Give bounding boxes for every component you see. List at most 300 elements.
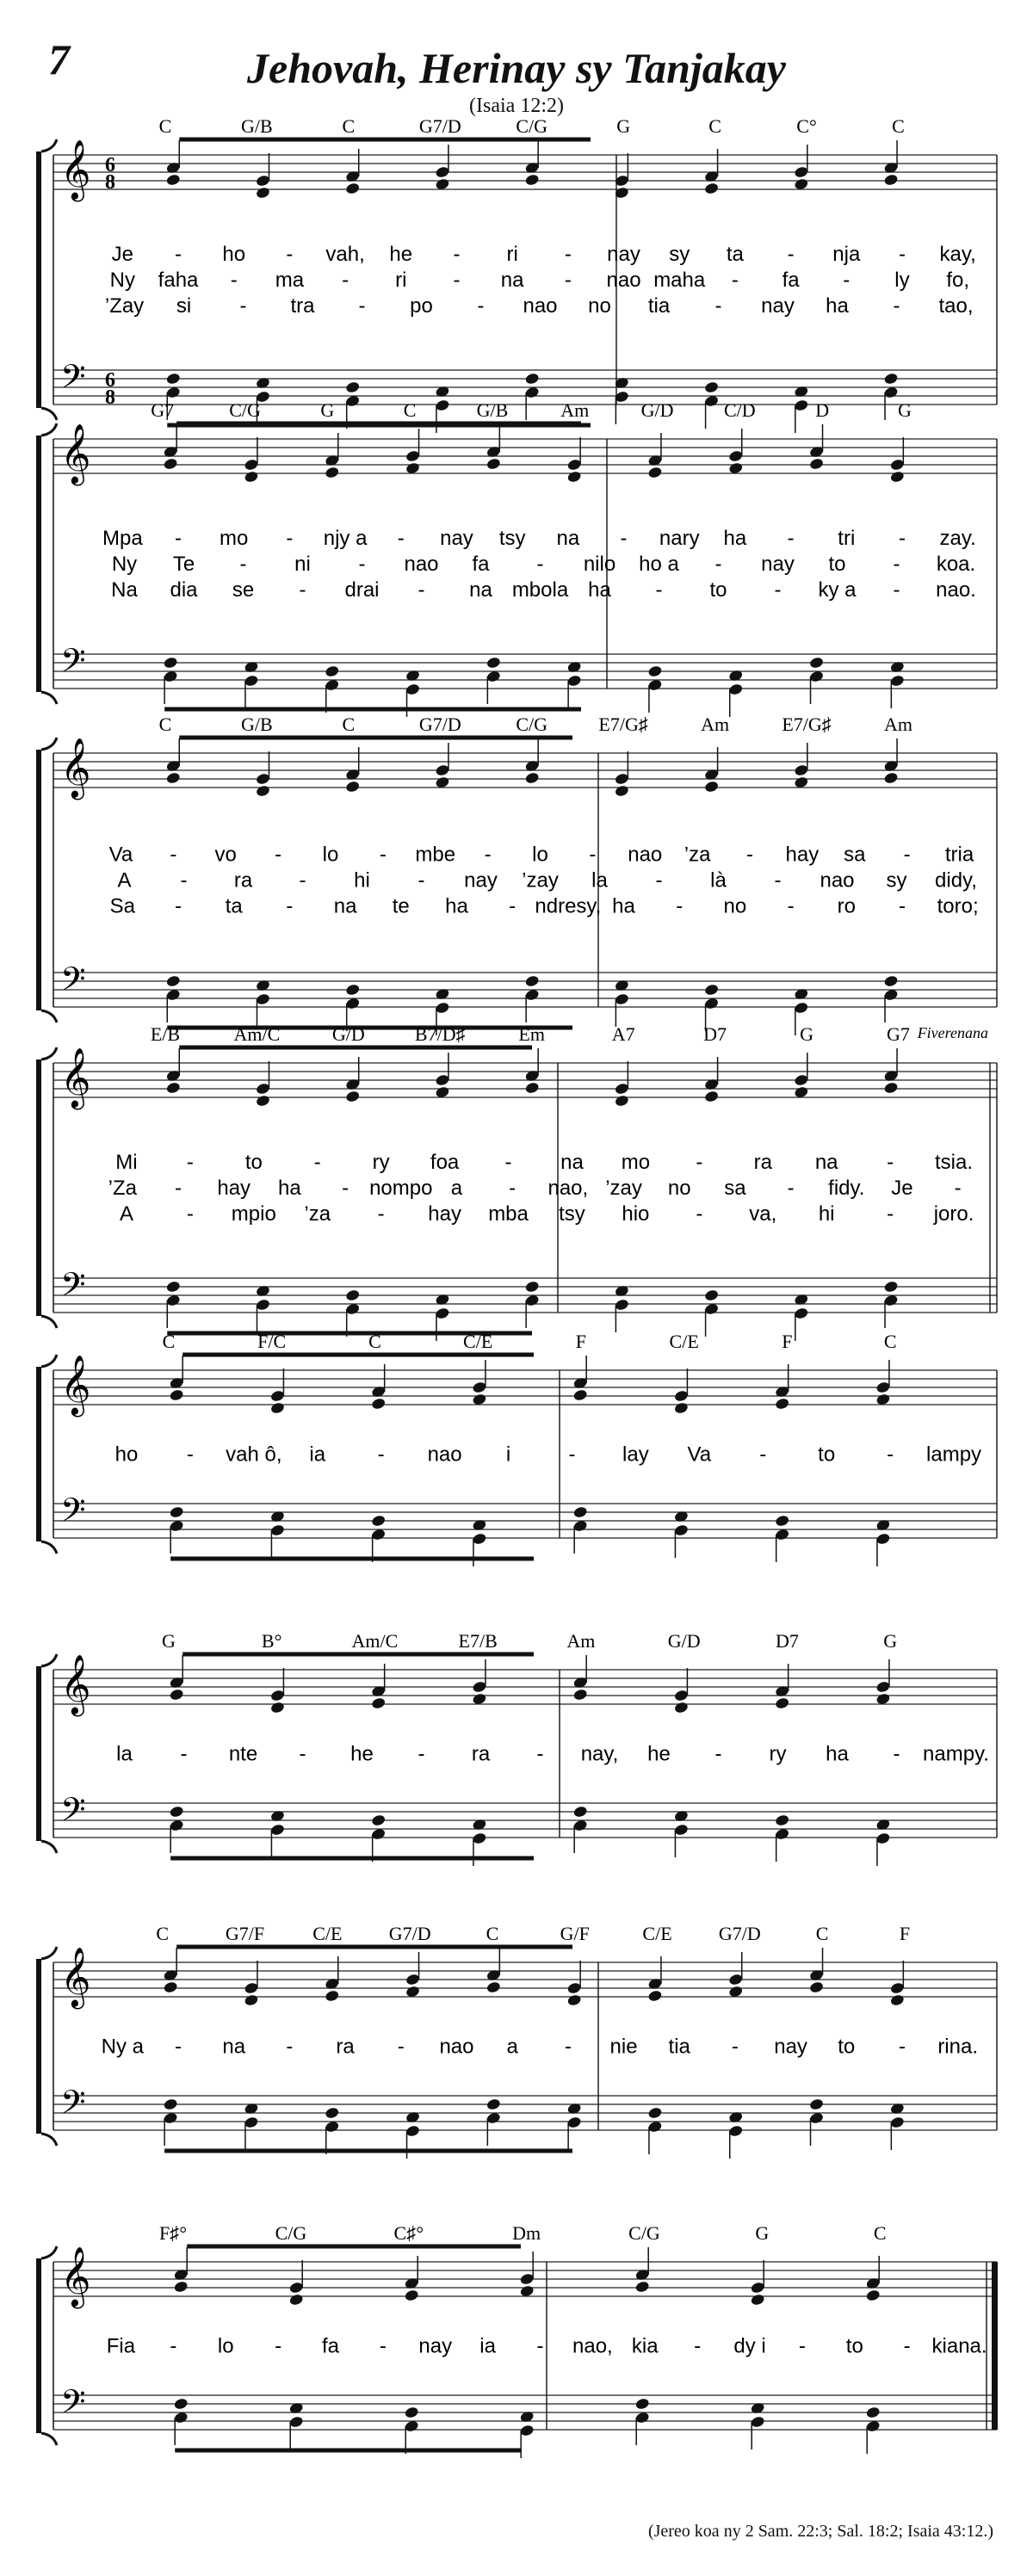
lyric-syllable: - [286, 2035, 294, 2059]
lyric-syllable: mbe [415, 843, 456, 867]
treble-notehead [572, 1688, 588, 1701]
system-bracket [36, 1666, 41, 1841]
bass-notehead [865, 2406, 881, 2418]
lyric-syllable: te [392, 894, 410, 918]
hymn-scripture-reference: (Isaia 12:2) [469, 95, 564, 117]
chord-symbol: G/D [640, 399, 674, 421]
chord-symbol: D [815, 399, 830, 421]
chord-symbol: G7/D [718, 1923, 761, 1944]
bass-notehead [169, 1805, 184, 1818]
chord-symbol: G/B [476, 399, 509, 421]
treble-notehead [325, 1989, 340, 2002]
lyric-syllable: - [186, 1151, 194, 1174]
hymn-title: Jehovah, Herinay sy Tanjakay [247, 44, 786, 92]
lyric-syllable: maha [653, 269, 706, 292]
lyric-syllable: nao [628, 843, 663, 867]
bracket-bottom-hook [41, 2134, 57, 2146]
lyric-syllable: lay [622, 1442, 649, 1467]
lyric-syllable: fo, [946, 269, 969, 292]
chord-symbol: C/G [275, 2222, 307, 2244]
chord-symbol: Am [701, 713, 730, 735]
chord-symbol: Am [560, 399, 590, 421]
chord-symbol: C [892, 115, 905, 137]
lyric-syllable: - [564, 2035, 572, 2059]
lyric-syllable: tsy [559, 1202, 585, 1226]
chord-symbol: C/E [642, 1923, 672, 1944]
lyric-syllable: to [838, 2035, 856, 2059]
lyric-syllable: tria [944, 843, 974, 867]
bass-notehead [165, 974, 181, 987]
chord-symbol: C/D [723, 399, 756, 421]
chord-symbol: G/D [667, 1630, 701, 1652]
chord-symbol: F [575, 1331, 587, 1352]
lyric-syllable: nilo [583, 553, 616, 576]
bass-notehead [163, 656, 178, 669]
bass-notehead [809, 656, 825, 669]
lyric-syllable: - [180, 868, 188, 893]
treble-notehead [371, 1397, 387, 1410]
lyric-syllable: lampy [926, 1442, 982, 1467]
lyric-syllable: to [244, 1151, 263, 1174]
lyric-syllable: A [117, 868, 132, 893]
lyric-syllable: - [655, 868, 663, 893]
treble-notehead [325, 466, 340, 479]
bass-notehead [345, 1288, 361, 1301]
lyric-syllable: mbola [511, 578, 569, 602]
lyric-syllable: - [696, 1151, 703, 1174]
chord-symbol: Am [566, 1630, 596, 1652]
treble-notehead [809, 457, 825, 470]
treble-notehead [566, 470, 582, 483]
lyric-syllable: ndresy, [535, 894, 602, 918]
bracket-bottom-hook [41, 1541, 57, 1554]
lyric-syllable: nao [820, 868, 855, 893]
lyric-syllable: - [239, 553, 247, 576]
lyric-syllable: tsy [498, 527, 526, 550]
lyric-syllable: - [731, 2035, 739, 2059]
chord-symbol: D7 [775, 1630, 799, 1652]
chord-symbol: B° [261, 1630, 282, 1652]
lyric-syllable: i [505, 1442, 511, 1467]
bracket-bottom-hook [41, 1316, 57, 1328]
lyric-syllable: nay [761, 553, 795, 576]
treble-notehead [163, 1980, 178, 1993]
lyric-syllable: - [903, 2334, 911, 2358]
lyric-syllable: mo [621, 1151, 651, 1174]
lyric-syllable: - [536, 2334, 544, 2358]
lyric-syllable: - [759, 1442, 767, 1467]
bracket-bottom-hook [41, 408, 57, 420]
lyric-syllable: ra [336, 2035, 355, 2059]
chord-symbol: F♯° [159, 2222, 188, 2244]
lyric-syllable: - [620, 527, 628, 550]
bass-notehead [524, 372, 540, 385]
treble-notehead [169, 1688, 184, 1701]
lyric-syllable: nao [439, 2035, 474, 2059]
lyric-syllable: na [556, 527, 580, 550]
bass-clef-icon: 𝄢 [60, 961, 86, 1005]
treble-notehead [244, 470, 259, 483]
bass-clef-icon: 𝄢 [60, 2384, 86, 2428]
lyric-syllable: - [843, 269, 851, 292]
lyric-syllable: - [175, 2035, 182, 2059]
bass-notehead [572, 1505, 588, 1518]
bass-notehead [486, 2097, 501, 2110]
lyric-syllable: kiana. [931, 2334, 987, 2358]
bracket-bottom-hook [41, 692, 57, 704]
treble-notehead [673, 1701, 689, 1714]
treble-notehead [256, 784, 271, 797]
bass-notehead [486, 656, 501, 669]
chord-symbol: G/F [560, 1923, 590, 1944]
chord-symbol: C/G [229, 399, 261, 421]
treble-notehead [524, 173, 540, 186]
lyric-syllable: hay [428, 1202, 461, 1226]
chord-symbol: G [161, 1630, 176, 1652]
lyric-syllable: na [560, 1151, 584, 1174]
lyric-syllable: - [509, 894, 516, 918]
treble-notehead [173, 2280, 189, 2293]
lyric-syllable: nary [659, 527, 700, 550]
treble-clef-icon: 𝄞 [60, 1356, 91, 1413]
treble-notehead [883, 771, 899, 784]
lyric-syllable: a [450, 1177, 463, 1200]
lyric-syllable: kay, [939, 243, 976, 266]
treble-notehead [256, 186, 271, 199]
lyric-syllable: - [887, 1442, 894, 1467]
treble-notehead [889, 1993, 905, 2006]
lyric-syllable: ho a [639, 553, 679, 576]
chord-symbol: Dm [512, 2222, 541, 2244]
treble-notehead [704, 1090, 720, 1103]
lyric-syllable: nay [774, 2035, 807, 2059]
bass-notehead [704, 1288, 720, 1301]
lyric-syllable: hay [217, 1177, 251, 1200]
footer-scripture-references: (Jereo koa ny 2 Sam. 22:3; Sal. 18:2; Isaia 43:12.) [647, 2522, 993, 2541]
lyric-syllable: he [647, 1742, 671, 1766]
chord-symbol: C/G [516, 115, 548, 137]
chord-symbol: C [158, 713, 172, 735]
lyric-syllable: nao. [936, 578, 976, 602]
lyric-syllable: he [350, 1742, 374, 1766]
bracket-bottom-hook [41, 1010, 57, 1022]
treble-clef-icon: 𝄞 [60, 425, 91, 482]
chord-symbol: C [873, 2222, 887, 2244]
bass-notehead [165, 372, 181, 385]
lyric-syllable: ha [723, 527, 747, 550]
treble-notehead [524, 771, 540, 784]
treble-notehead [169, 1388, 184, 1401]
lyric-syllable: to [709, 578, 727, 602]
lyric-syllable: ha [826, 294, 849, 318]
lyric-syllable: ra [471, 1742, 491, 1766]
lyric-syllable: tsia. [935, 1151, 974, 1174]
lyric-syllable: A [119, 1202, 133, 1226]
lyric-syllable: mpio [231, 1202, 276, 1226]
chord-symbol: C/E [463, 1331, 493, 1352]
bass-notehead [163, 2097, 178, 2110]
lyric-syllable: faha [158, 269, 199, 292]
lyric-syllable: nao [523, 294, 558, 318]
lyric-syllable: - [175, 243, 182, 266]
lyric-syllable: - [377, 1202, 385, 1226]
lyric-syllable: lo [322, 843, 339, 867]
lyric-syllable: ho [114, 1442, 139, 1467]
time-signature-denominator: 8 [105, 386, 115, 409]
system-bracket [36, 1059, 41, 1316]
time-signature-denominator: 8 [105, 171, 115, 194]
time-signature-numerator: 6 [105, 154, 115, 176]
bracket-top-hook [41, 423, 57, 436]
chord-symbol: C [815, 1923, 829, 1944]
lyric-syllable: - [379, 843, 387, 867]
bracket-top-hook [41, 1654, 57, 1666]
lyric-syllable: nampy. [923, 1742, 989, 1766]
lyric-syllable: zay. [939, 527, 976, 550]
lyric-syllable: - [453, 243, 461, 266]
chord-symbol: F [782, 1331, 793, 1352]
lyric-syllable: Na [111, 578, 138, 602]
lyric-syllable: hi [818, 1202, 835, 1226]
lyric-syllable: ho [222, 243, 246, 266]
system-bracket [36, 436, 41, 692]
lyric-syllable: na [469, 578, 492, 602]
bass-clef-icon: 𝄢 [60, 359, 86, 403]
bass-notehead [647, 2106, 663, 2119]
chord-symbol: C/E [669, 1331, 699, 1352]
lyric-syllable: ia [479, 2334, 496, 2358]
lyric-syllable: Je [891, 1177, 913, 1200]
chord-symbol: G [883, 1630, 898, 1652]
lyric-syllable: ta [726, 243, 744, 266]
bass-notehead [345, 380, 361, 393]
chord-symbol: G [616, 115, 631, 137]
lyric-syllable: - [774, 578, 782, 602]
chord-symbol: G [897, 399, 912, 421]
lyric-syllable: - [898, 894, 906, 918]
treble-notehead [614, 1094, 629, 1107]
lyric-syllable: - [453, 269, 461, 292]
system-bracket [36, 2258, 41, 2433]
direction-text-fiverenana: Fiverenana [917, 1024, 988, 1041]
chord-symbol: C° [796, 115, 817, 137]
treble-notehead [883, 1081, 899, 1094]
treble-clef-icon: 𝄞 [60, 2248, 91, 2305]
lyric-syllable: Ny a [101, 2035, 145, 2059]
chord-symbol: G/B [241, 115, 273, 137]
treble-notehead [345, 780, 361, 793]
treble-notehead [673, 1401, 689, 1414]
treble-notehead [345, 1090, 361, 1103]
lyric-syllable: - [787, 894, 795, 918]
lyric-syllable: toro; [937, 894, 979, 918]
lyric-syllable: Ny [109, 269, 136, 292]
lyric-syllable: dia [170, 578, 198, 602]
lyric-syllable: nay, [580, 1742, 619, 1766]
lyric-syllable: ha [278, 1177, 301, 1200]
final-barline-thick [992, 2262, 998, 2430]
lyric-syllable: - [893, 1742, 900, 1766]
lyric-syllable: - [676, 894, 684, 918]
lyric-syllable: la [116, 1742, 133, 1766]
chord-symbol: G7/D [418, 713, 461, 735]
lyric-syllable: fidy. [828, 1177, 865, 1200]
lyric-syllable: hi [354, 868, 370, 893]
lyric-syllable: no [588, 294, 611, 318]
bass-notehead [883, 372, 899, 385]
bass-clef-icon: 𝄢 [60, 1792, 86, 1836]
lyric-syllable: na [814, 1151, 838, 1174]
treble-notehead [486, 457, 501, 470]
chord-symbol: C/E [312, 1923, 343, 1944]
bass-notehead [169, 1505, 184, 1518]
bass-notehead [325, 664, 340, 677]
treble-notehead [165, 173, 181, 186]
lyric-syllable: Sa [109, 894, 136, 918]
lyric-syllable: ri [395, 269, 407, 292]
lyric-syllable: nte [228, 1742, 258, 1766]
bracket-top-hook [41, 2246, 57, 2258]
lyric-syllable: - [954, 1177, 962, 1200]
lyric-syllable: ky a [818, 578, 857, 602]
lyric-syllable: he [389, 243, 413, 266]
lyric-syllable: - [397, 527, 405, 550]
treble-clef-icon: 𝄞 [60, 1949, 91, 2005]
lyric-syllable: - [275, 843, 282, 867]
bass-clef-icon: 𝄢 [60, 1492, 86, 1536]
lyric-syllable: ma [275, 269, 305, 292]
lyric-syllable: ry [769, 1742, 787, 1766]
lyric-syllable: po [410, 294, 433, 318]
treble-notehead [269, 1401, 285, 1414]
lyric-syllable: fa [472, 553, 490, 576]
chord-symbol: G7/F [225, 1923, 265, 1944]
lyric-syllable: - [655, 578, 663, 602]
chord-symbol: C/G [628, 2222, 660, 2244]
lyric-syllable: foa [430, 1151, 460, 1174]
lyric-syllable: lo [217, 2334, 234, 2358]
treble-notehead [288, 2293, 304, 2306]
lyric-syllable: - [377, 1442, 385, 1467]
lyric-syllable: - [418, 1742, 425, 1766]
lyric-syllable: - [893, 294, 900, 318]
bass-clef-icon: 𝄢 [60, 1267, 86, 1311]
lyric-syllable: - [564, 243, 572, 266]
lyric-syllable: - [299, 1742, 306, 1766]
treble-clef-icon: 𝄞 [60, 739, 91, 796]
lyric-syllable: sy [669, 243, 690, 266]
lyric-syllable: - [893, 553, 900, 576]
treble-notehead [244, 1993, 259, 2006]
lyric-syllable: nay [418, 2334, 453, 2358]
bass-notehead [371, 1514, 387, 1527]
lyric-syllable: sy [886, 868, 907, 893]
treble-notehead [524, 1081, 540, 1094]
lyric-syllable: - [714, 294, 722, 318]
chord-symbol: Am/C [351, 1630, 399, 1652]
lyric-syllable: nao [606, 269, 641, 292]
bracket-bottom-hook [41, 2433, 57, 2445]
lyric-syllable: se [232, 578, 255, 602]
chord-symbol: C [342, 713, 356, 735]
chord-symbol: F [899, 1923, 911, 1944]
bass-notehead [775, 1514, 790, 1527]
treble-notehead [775, 1397, 790, 1410]
lyric-syllable: - [898, 527, 906, 550]
treble-notehead [883, 173, 899, 186]
lyric-syllable: va, [749, 1202, 777, 1226]
lyric-syllable: Je [111, 243, 134, 266]
lyric-syllable: nao [427, 1442, 462, 1467]
chord-symbol: G7/D [388, 1923, 431, 1944]
treble-notehead [165, 1081, 181, 1094]
lyric-syllable: - [286, 527, 294, 550]
bass-notehead [775, 1813, 790, 1826]
chord-symbol: G [320, 399, 335, 421]
treble-notehead [163, 457, 178, 470]
chord-symbol: G [800, 1023, 813, 1045]
chord-symbol: F/C [257, 1331, 287, 1352]
bracket-top-hook [41, 1947, 57, 1959]
lyric-syllable: - [746, 843, 754, 867]
lyric-syllable: mba [488, 1202, 529, 1226]
lyric-syllable: - [170, 843, 177, 867]
lyric-syllable: si [176, 294, 192, 318]
lyric-syllable: la [591, 868, 608, 893]
lyric-syllable: - [787, 1177, 795, 1200]
lyric-syllable: Te [172, 553, 195, 576]
bracket-bottom-hook [41, 1841, 57, 1853]
chord-symbol: C [156, 1923, 170, 1944]
lyric-syllable: no [667, 1177, 691, 1200]
chord-symbol: G7 [887, 1023, 910, 1045]
treble-clef-icon: 𝄞 [60, 1656, 91, 1713]
chord-symbol: C [368, 1331, 381, 1352]
bass-notehead [572, 1805, 588, 1818]
treble-notehead [371, 1696, 387, 1709]
lyric-syllable: - [714, 553, 722, 576]
lyric-syllable: ha [588, 578, 611, 602]
treble-notehead [865, 2289, 881, 2301]
treble-notehead [634, 2280, 650, 2293]
system-bracket [36, 1959, 41, 2134]
lyric-syllable: - [696, 1202, 703, 1226]
lyric-syllable: nao, [572, 2334, 613, 2358]
lyric-syllable: joro. [933, 1202, 974, 1226]
lyric-syllable: - [186, 1442, 194, 1467]
bass-notehead [704, 983, 720, 996]
treble-notehead [256, 1094, 271, 1107]
lyric-syllable: nay [440, 527, 473, 550]
chord-symbol: G/B [241, 713, 273, 735]
treble-notehead [614, 784, 629, 797]
lyric-syllable: drai [344, 578, 380, 602]
lyric-syllable: ri [506, 243, 518, 266]
lyric-syllable: ro [837, 894, 856, 918]
lyric-syllable: - [286, 894, 294, 918]
lyric-syllable: - [731, 269, 739, 292]
lyric-syllable: - [893, 578, 900, 602]
lyric-syllable: koa. [936, 553, 976, 576]
chord-symbol: C [403, 399, 417, 421]
bass-clef-icon: 𝄢 [60, 643, 86, 687]
lyric-syllable: - [313, 1151, 321, 1174]
lyric-syllable: - [299, 578, 306, 602]
lyric-syllable: - [358, 553, 366, 576]
lyric-syllable: na [222, 2035, 246, 2059]
lyric-syllable: - [175, 527, 182, 550]
lyric-syllable: - [358, 294, 366, 318]
